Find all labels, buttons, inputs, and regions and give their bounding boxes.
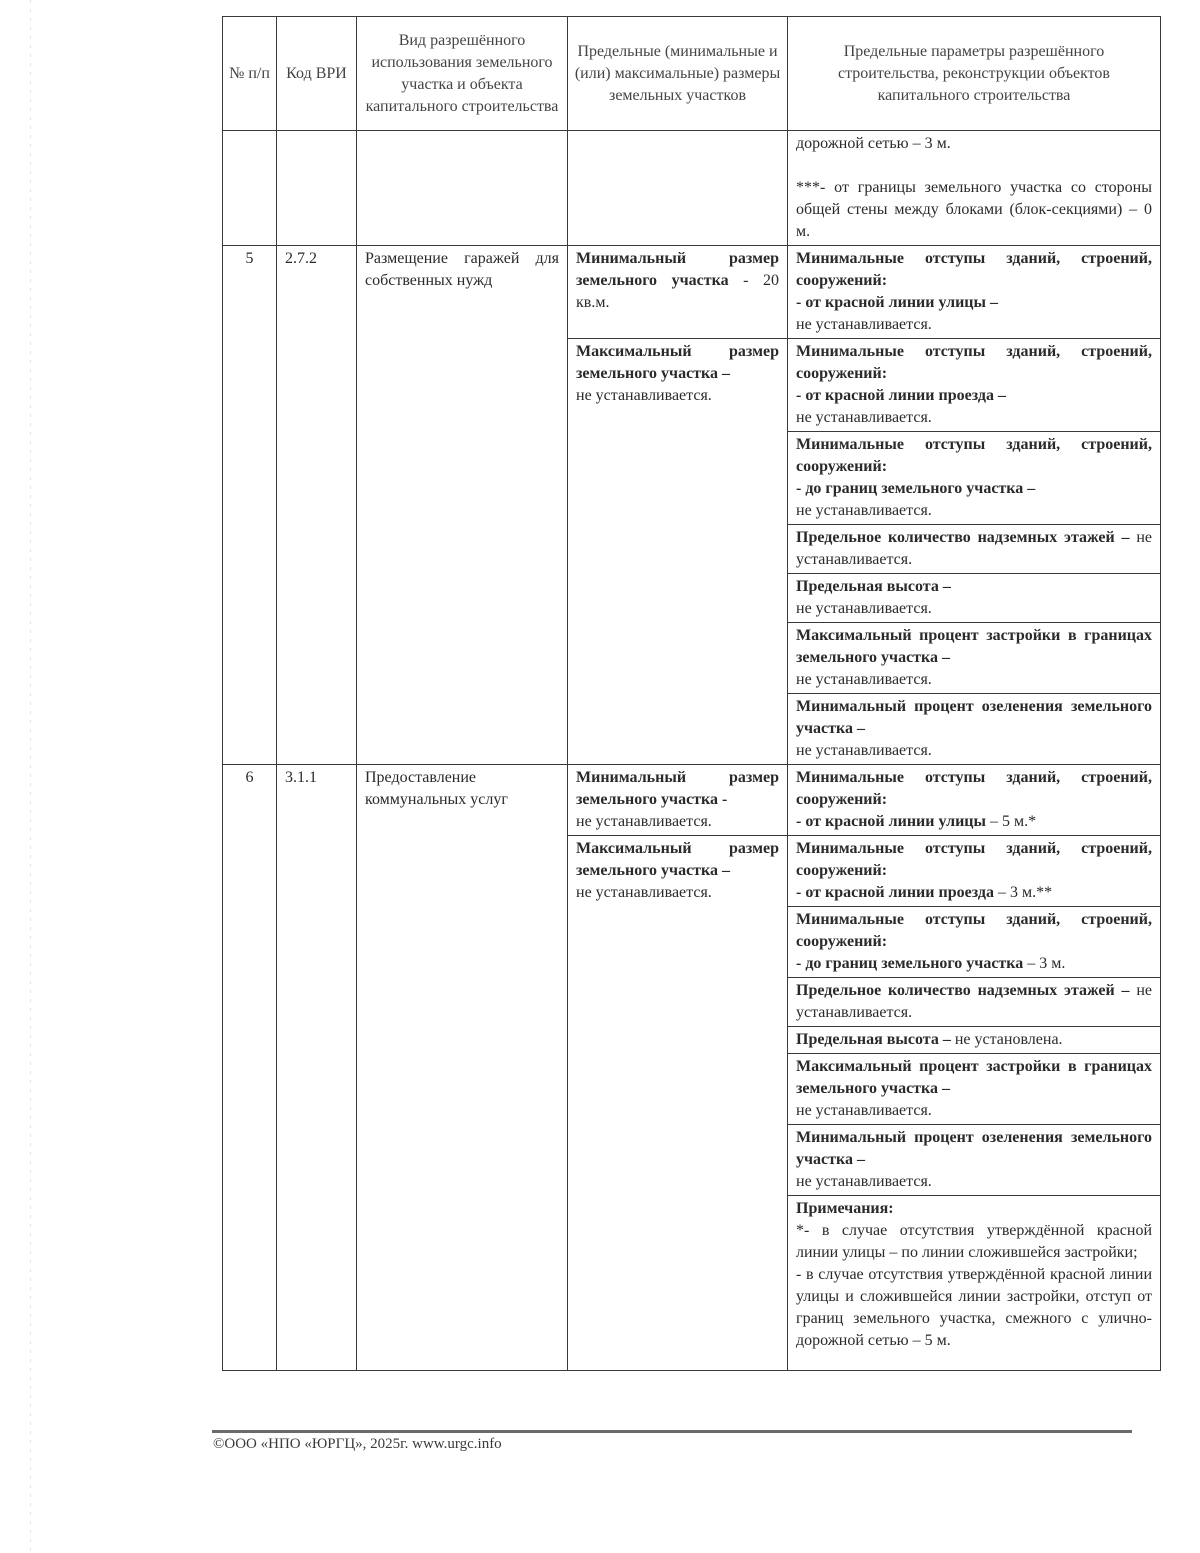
header-kind: Вид разрешённого использования земельного участка и объекта капитального строительства — [357, 17, 568, 131]
empty-cell — [277, 131, 357, 246]
param-label: Минимальные отступы зданий, строений, сооружений: — [796, 911, 1152, 950]
param-sublabel: - от красной линии улицы – — [796, 294, 998, 311]
table-row — [223, 246, 1161, 339]
row-code: 3.1.1 — [277, 765, 357, 1371]
min-size-value: - 20 кв.м. — [576, 272, 780, 311]
param-label: Максимальный процент застройки в границах земельного участка – — [796, 627, 1152, 666]
param-value: не устанавливается. — [796, 1102, 932, 1119]
regulations-table — [222, 16, 1161, 1371]
header-code: Код ВРИ — [277, 17, 357, 131]
param-cell — [788, 1027, 1161, 1054]
param-value: не устанавливается. — [796, 742, 932, 759]
param-sublabel: - от красной линии улицы — [796, 813, 986, 830]
footer-divider — [212, 1430, 1132, 1433]
param-label: Минимальные отступы зданий, строений, сооружений: — [796, 840, 1152, 879]
row-code: 2.7.2 — [277, 246, 357, 765]
row-kind: Предоставление коммунальных услуг — [357, 765, 568, 1371]
param-value: – 3 м. — [1023, 955, 1066, 972]
param-cell — [788, 623, 1161, 694]
param-sublabel: - до границ земельного участка – — [796, 480, 1036, 497]
param-sublabel: - до границ земельного участка — [796, 955, 1024, 972]
param-cell — [788, 765, 1161, 836]
param-sublabel: - от красной линии проезда – — [796, 387, 1006, 404]
empty-cell — [223, 131, 277, 246]
param-label: Минимальные отступы зданий, строений, сооружений: — [796, 343, 1152, 382]
note-2: - в случае отсутствия утверждённой красной линии улицы и сложившейся линии застройки, отступ от границ земельного участка, смежного с улично-дорожной сетью – 5 м. — [796, 1266, 1152, 1349]
param-value: не устанавливается. — [796, 529, 1152, 568]
max-size-cell — [568, 339, 788, 765]
table-row — [223, 765, 1161, 836]
max-size-label: Максимальный размер земельного участка – — [576, 343, 779, 382]
param-value: не устанавливается. — [796, 982, 1152, 1021]
min-size-cell — [568, 765, 788, 836]
param-label: Минимальные отступы зданий, строений, сооружений: — [796, 769, 1152, 808]
param-value: не устанавливается. — [796, 600, 932, 617]
param-cell — [788, 1125, 1161, 1196]
continuation-line2: ***- от границы земельного участка со стороны общей стены между блоками (блок-секциями) – 0 м. — [796, 179, 1152, 240]
param-cell — [788, 1054, 1161, 1125]
param-label: Предельное количество надземных этажей – — [796, 982, 1130, 999]
min-size-label: Минимальный размер земельного участка - — [576, 769, 779, 808]
param-value: не устанавливается. — [796, 671, 932, 688]
min-size-cell — [568, 246, 788, 339]
table-row-continuation — [223, 131, 1161, 246]
max-size-label: Максимальный размер земельного участка – — [576, 840, 779, 879]
header-num: № п/п — [223, 17, 277, 131]
row-kind: Размещение гаражей для собственных нужд — [357, 246, 568, 765]
param-value: не устанавливается. — [796, 1173, 932, 1190]
empty-cell — [568, 131, 788, 246]
param-cell — [788, 574, 1161, 623]
param-cell — [788, 694, 1161, 765]
param-label: Максимальный процент застройки в границах земельного участка – — [796, 1058, 1152, 1097]
param-label: Минимальные отступы зданий, строений, сооружений: — [796, 436, 1152, 475]
footer-copyright: ©ООО «НПО «ЮРГЦ», 2025г. www.urgc.info — [213, 1436, 502, 1452]
row-number: 5 — [223, 246, 277, 765]
param-label: Минимальные отступы зданий, строений, сооружений: — [796, 250, 1152, 289]
row-number: 6 — [223, 765, 277, 1371]
continuation-params — [788, 131, 1161, 246]
param-cell — [788, 246, 1161, 339]
min-size-label: Минимальный размер земельного участка — [576, 250, 779, 289]
param-label: Предельная высота – — [796, 1031, 951, 1048]
continuation-line1: дорожной сетью – 3 м. — [796, 135, 951, 152]
param-value: не устанавливается. — [796, 502, 932, 519]
param-sublabel: - от красной линии проезда — [796, 884, 994, 901]
param-label: Предельное количество надземных этажей – — [796, 529, 1130, 546]
max-size-cell — [568, 836, 788, 1371]
param-cell — [788, 339, 1161, 432]
notes-title: Примечания: — [796, 1200, 894, 1217]
param-value: не установлена. — [950, 1031, 1063, 1048]
param-label: Предельная высота – — [796, 578, 951, 595]
header-size: Предельные (минимальные и (или) максимальные) размеры земельных участков — [568, 17, 788, 131]
max-size-value: не устанавливается. — [576, 387, 712, 404]
notes-cell — [788, 1196, 1161, 1371]
param-cell — [788, 836, 1161, 907]
param-value: – 5 м.* — [986, 813, 1037, 830]
param-value: не устанавливается. — [796, 316, 932, 333]
param-value: не устанавливается. — [796, 409, 932, 426]
header-params: Предельные параметры разрешённого строительства, реконструкции объектов капитального строительства — [788, 17, 1161, 131]
note-1: *- в случае отсутствия утверждённой красной линии улицы – по линии сложившейся застройки; — [796, 1222, 1152, 1261]
param-cell — [788, 525, 1161, 574]
min-size-value: не устанавливается. — [576, 813, 712, 830]
param-value: – 3 м.** — [993, 884, 1053, 901]
param-label: Минимальный процент озеленения земельного участка – — [796, 698, 1152, 737]
table-header-row — [223, 17, 1161, 131]
param-cell — [788, 907, 1161, 978]
max-size-value: не устанавливается. — [576, 884, 712, 901]
empty-cell — [357, 131, 568, 246]
param-cell — [788, 432, 1161, 525]
param-cell — [788, 978, 1161, 1027]
param-label: Минимальный процент озеленения земельного участка – — [796, 1129, 1152, 1168]
scan-edge-artifact — [30, 0, 31, 1553]
